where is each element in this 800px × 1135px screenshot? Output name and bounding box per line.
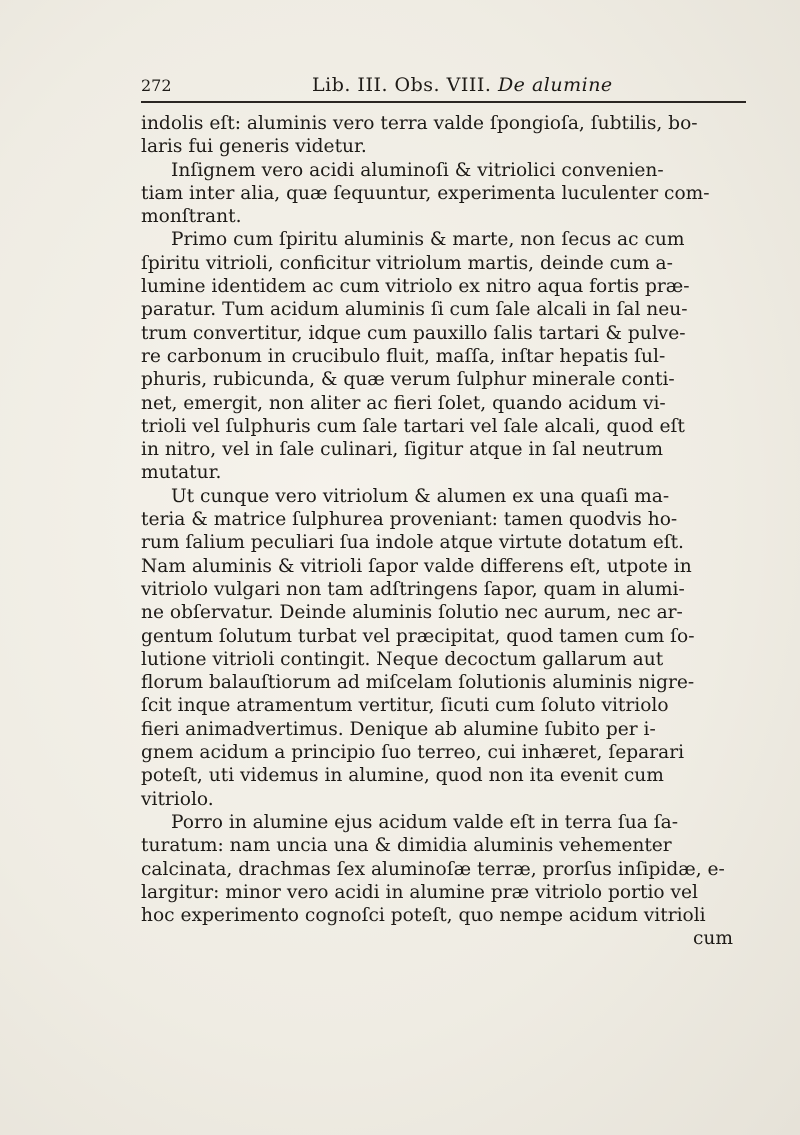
- text-line: lumine identidem ac cum vitriolo ex nitro aqua fortis præ-: [141, 276, 690, 298]
- text-line: turatum: nam uncia una & dimidia aluminis vehementer: [141, 835, 672, 857]
- text-line: trum convertitur, idque cum pauxillo ſalis tartari & pulve-: [141, 322, 686, 344]
- text-line: rum ſalium peculiari ſua indole atque virtute dotatum eſt.: [141, 532, 684, 554]
- catchword: cum: [692, 928, 733, 950]
- page-number: 272: [141, 76, 172, 95]
- body-text: [141, 112, 751, 951]
- text-line: Nam aluminis & vitrioli ſapor valde differens eſt, utpote in: [141, 555, 692, 577]
- text-line: poteſt, uti videmus in alumine, quod non ita evenit cum: [141, 765, 664, 787]
- text-line: lutione vitrioli contingit. Neque decoctum gallarum aut: [141, 648, 664, 670]
- text-line: florum balauſtiorum ad miſcelam ſolutionis aluminis nigre-: [141, 672, 695, 694]
- running-head-main: Lib. III. Obs. VIII.: [312, 74, 492, 96]
- text-line: re carbonum in crucibulo fluit, maſſa, inſtar hepatis ſul-: [141, 345, 666, 367]
- paragraph-start-line: Primo cum ſpiritu aluminis & marte, non ſecus ac cum: [171, 229, 685, 251]
- text-line: in nitro, vel in ſale culinari, ſigitur atque in ſal neutrum: [141, 439, 664, 461]
- text-line: calcinata, drachmas ſex aluminoſæ terræ, prorſus inſipidæ, e-: [141, 858, 725, 880]
- running-head-topic: De alumine: [497, 74, 613, 96]
- running-head: [312, 74, 613, 96]
- text-line: trioli vel ſulphuris cum ſale tartari vel ſale alcali, quod eſt: [141, 415, 685, 437]
- text-line: phuris, rubicunda, & quæ verum ſulphur minerale conti-: [141, 369, 675, 391]
- text-line: paratur. Tum acidum aluminis ſi cum ſale alcali in ſal neu-: [141, 299, 688, 321]
- text-line: mutatur.: [141, 462, 222, 484]
- text-line: vitriolo vulgari non tam adſtringens ſapor, quam in alumi-: [141, 578, 685, 600]
- text-line: ſpiritu vitrioli, conficitur vitriolum martis, deinde cum a-: [141, 252, 673, 274]
- text-line: ſcit inque atramentum vertitur, ſicuti cum ſoluto vitriolo: [141, 695, 669, 717]
- text-line: vitriolo.: [141, 788, 214, 810]
- paragraph-start-line: Ut cunque vero vitriolum & alumen ex una quaſi ma-: [171, 485, 670, 507]
- text-line: monſtrant.: [141, 206, 242, 228]
- text-line: gentum ſolutum turbat vel præcipitat, quod tamen cum ſo-: [141, 625, 695, 647]
- header-rule: [141, 101, 746, 103]
- text-line: hoc experimento cognoſci poteſt, quo nempe acidum vitrioli: [141, 905, 706, 927]
- paragraph-start-line: Porro in alumine ejus acidum valde eſt in terra ſua ſa-: [171, 811, 679, 833]
- page-header: [141, 74, 741, 100]
- text-line: tiam inter alia, quæ ſequuntur, experimenta luculenter com-: [141, 182, 710, 204]
- text-line: indolis eſt: aluminis vero terra valde ſpongioſa, ſubtilis, bo-: [141, 113, 698, 134]
- text-line: laris fui generis videtur.: [141, 136, 367, 158]
- text-line: teria & matrice ſulphurea proveniant: tamen quodvis ho-: [141, 509, 678, 531]
- text-line: largitur: minor vero acidi in alumine præ vitriolo portio vel: [141, 881, 698, 903]
- text-line: gnem acidum a principio ſuo terreo, cui inhæret, ſeparari: [141, 742, 685, 764]
- text-line: net, emergit, non aliter ac fieri ſolet, quando acidum vi-: [141, 392, 666, 414]
- text-line: ne obſervatur. Deinde aluminis ſolutio nec aurum, nec ar-: [141, 602, 683, 624]
- text-line: fieri animadvertimus. Denique ab alumine ſubito per i-: [141, 718, 656, 740]
- paragraph-start-line: Inſignem vero acidi aluminoſi & vitriolici convenien-: [171, 159, 664, 181]
